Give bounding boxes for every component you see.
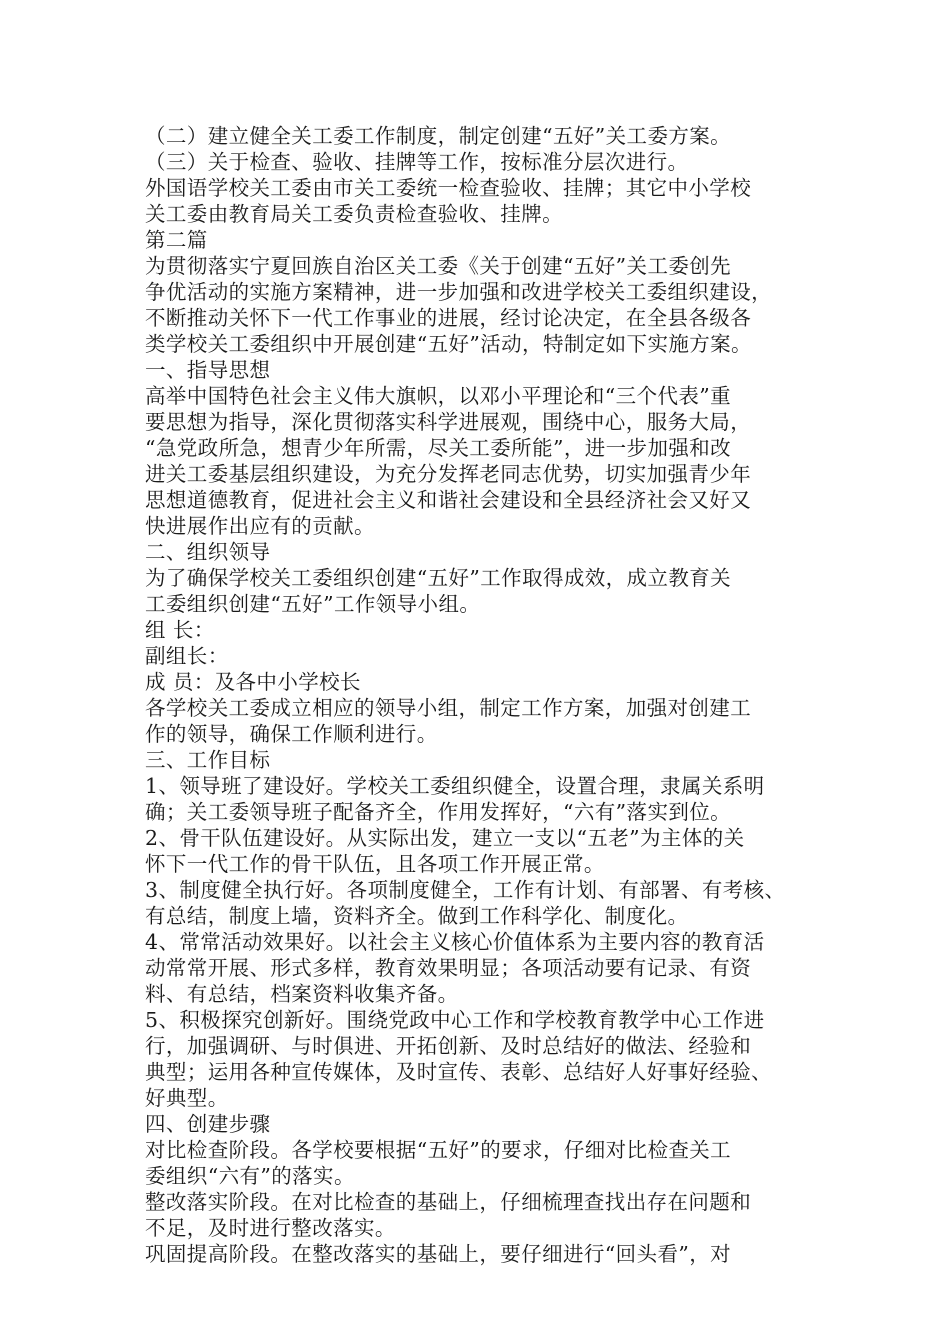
text-line: 争优活动的实施方案精神，进一步加强和改进学校关工委组织建设， — [145, 280, 772, 304]
text-line: 类学校关工委组织中开展创建“五好”活动，特制定如下实施方案。 — [145, 332, 752, 356]
text-line: 2、骨干队伍建设好。从实际出发，建立一支以“五老”为主体的关 — [145, 826, 745, 850]
text-line: 对比检查阶段。各学校要根据“五好”的要求，仔细对比检查关工 — [145, 1138, 732, 1162]
text-line: 3、制度健全执行好。各项制度健全，工作有计划、有部署、有考核、 — [145, 878, 786, 902]
text-line: 典型；运用各种宣传媒体，及时宣传、表彰、总结好人好事好经验、 — [145, 1060, 772, 1084]
text-line: 巩固提高阶段。在整改落实的基础上，要仔细进行“回头看”，对 — [145, 1242, 732, 1266]
text-line: 行，加强调研、与时俱进、开拓创新、及时总结好的做法、经验和 — [145, 1034, 752, 1058]
text-line: 确；关工委领导班子配备齐全，作用发挥好，“六有”落实到位。 — [145, 800, 732, 824]
text-line: 5、积极探究创新好。围绕党政中心工作和学校教育教学中心工作进 — [145, 1008, 765, 1032]
text-line: 各学校关工委成立相应的领导小组，制定工作方案，加强对创建工 — [145, 696, 752, 720]
section-heading: 二、组织领导 — [145, 540, 271, 564]
text-line: 要思想为指导，深化贯彻落实科学进展观，围绕中心，服务大局， — [145, 410, 752, 434]
text-line: 委组织“六有”的落实。 — [145, 1164, 355, 1188]
section-heading: 四、创建步骤 — [145, 1112, 271, 1136]
section-heading: 三、工作目标 — [145, 748, 271, 772]
text-line: 好典型。 — [145, 1086, 229, 1110]
text-line: 外国语学校关工委由市关工委统一检查验收、挂牌；其它中小学校 — [145, 176, 752, 200]
text-line: 不断推动关怀下一代工作事业的进展，经讨论决定，在全县各级各 — [145, 306, 752, 330]
text-line: 高举中国特色社会主义伟大旗帜，以邓小平理论和“三个代表”重 — [145, 384, 732, 408]
text-line: 副组长： — [145, 644, 229, 668]
text-line: 料、有总结，档案资料收集齐备。 — [145, 982, 459, 1006]
section-heading: 一、指导思想 — [145, 358, 271, 382]
text-line: 1、领导班了建设好。学校关工委组织健全，设置合理，隶属关系明 — [145, 774, 765, 798]
text-line: 工委组织创建“五好”工作领导小组。 — [145, 592, 481, 616]
text-line: 进关工委基层组织建设，为充分发挥老同志优势，切实加强青少年 — [145, 462, 752, 486]
text-line: “急党政所急，想青少年所需，尽关工委所能”，进一步加强和改 — [145, 436, 732, 460]
text-line: 组 长： — [145, 618, 215, 642]
text-line: 4、常常活动效果好。以社会主义核心价值体系为主要内容的教育活 — [145, 930, 765, 954]
text-line: 成 员：及各中小学校长 — [145, 670, 361, 694]
text-line: 有总结，制度上墙，资料齐全。做到工作科学化、制度化。 — [145, 904, 689, 928]
text-line: 动常常开展、形式多样，教育效果明显；各项活动要有记录、有资 — [145, 956, 752, 980]
text-line: （三）关于检查、验收、挂牌等工作，按标准分层次进行。 — [145, 150, 689, 174]
section-heading: 第二篇 — [145, 228, 208, 252]
text-line: 作的领导，确保工作顺利进行。 — [145, 722, 438, 746]
text-line: 为贯彻落实宁夏回族自治区关工委《关于创建“五好”关工委创先 — [145, 254, 732, 278]
text-line: 思想道德教育，促进社会主义和谐社会建设和全县经济社会又好又 — [145, 488, 752, 512]
text-line: （二）建立健全关工委工作制度，制定创建“五好”关工委方案。 — [145, 124, 732, 148]
text-line: 不足，及时进行整改落实。 — [145, 1216, 396, 1240]
text-line: 怀下一代工作的骨干队伍，且各项工作开展正常。 — [145, 852, 605, 876]
text-line: 关工委由教育局关工委负责检查验收、挂牌。 — [145, 202, 563, 226]
text-line: 为了确保学校关工委组织创建“五好”工作取得成效，成立教育关 — [145, 566, 732, 590]
document-body — [145, 123, 825, 1267]
text-line: 快进展作出应有的贡献。 — [145, 514, 375, 538]
text-line: 整改落实阶段。在对比检查的基础上，仔细梳理查找出存在问题和 — [145, 1190, 752, 1214]
